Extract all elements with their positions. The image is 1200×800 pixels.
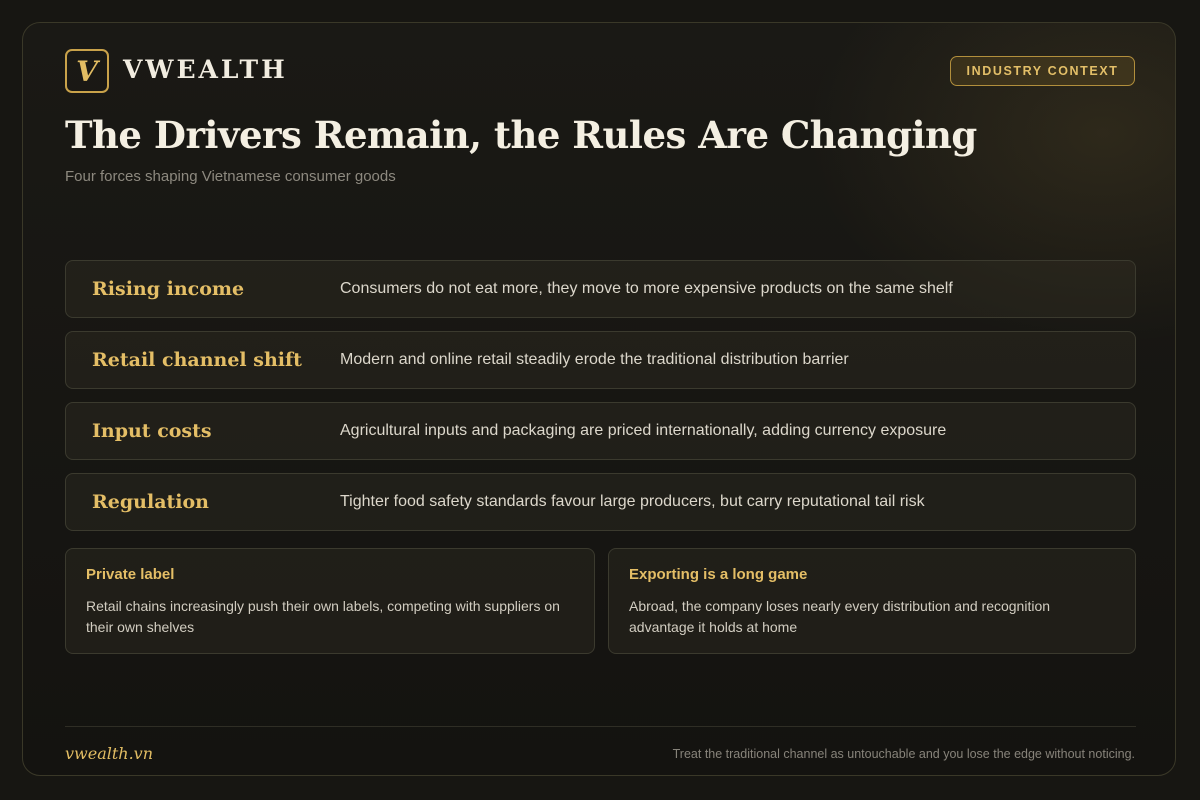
logo-letter: V (76, 54, 98, 88)
driver-label: Regulation (92, 491, 209, 513)
driver-description: Modern and online retail steadily erode the traditional distribution barrier (340, 351, 849, 368)
driver-label: Input costs (92, 420, 212, 442)
card-exporting (608, 548, 1136, 654)
driver-row-input-costs (65, 402, 1136, 460)
driver-row-rising-income (65, 260, 1136, 318)
driver-label: Retail channel shift (92, 349, 302, 371)
card-text: Abroad, the company loses nearly every distribution and recognition advantage it holds at home (629, 598, 1051, 635)
driver-label: Rising income (92, 278, 245, 300)
driver-row-regulation (65, 473, 1136, 531)
footer-note: Treat the traditional channel as untouchable and you lose the edge without noticing. (672, 747, 1135, 761)
footer-divider (65, 726, 1136, 727)
slide-frame (22, 22, 1176, 776)
driver-description: Agricultural inputs and packaging are priced internationally, adding currency exposure (340, 422, 947, 439)
card-text: Retail chains increasingly push their own labels, competing with suppliers on their own shelves (86, 598, 560, 635)
footer-site-link: vwealth.vn (65, 744, 154, 763)
driver-description: Consumers do not eat more, they move to more expensive products on the same shelf (340, 280, 953, 297)
brand-name: VWEALTH (123, 55, 288, 84)
page-title: The Drivers Remain, the Rules Are Changing (65, 113, 977, 157)
card-title: Private label (86, 566, 175, 583)
driver-row-retail-channel-shift (65, 331, 1136, 389)
driver-description: Tighter food safety standards favour large producers, but carry reputational tail risk (340, 493, 925, 510)
page-subtitle: Four forces shaping Vietnamese consumer goods (65, 168, 396, 185)
section-badge: INDUSTRY CONTEXT (950, 56, 1135, 86)
logo-mark (65, 49, 109, 93)
card-private-label (65, 548, 595, 654)
card-title: Exporting is a long game (629, 566, 808, 583)
